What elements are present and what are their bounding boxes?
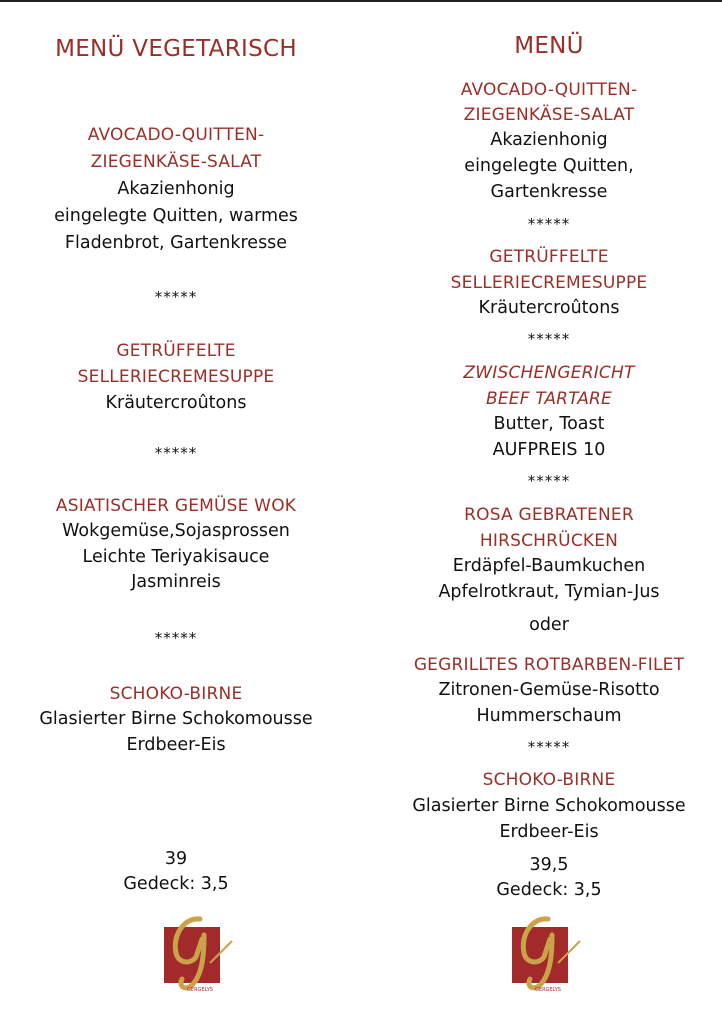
right-separator: ***** [527,330,571,348]
left-course1-heading-line2: ZIEGENKÄSE-SALAT [90,152,262,172]
right-course5-desc-line2: Hummerschaum [476,706,622,726]
left-separator: ***** [154,629,198,647]
left-course4-heading: SCHOKO-BIRNE [109,684,243,704]
right-course3-heading-line1: ZWISCHENGERICHT [463,363,635,383]
right-course1-heading-line1: AVOCADO-QUITTEN- [460,80,638,100]
right-course1-heading-line2: ZIEGENKÄSE-SALAT [463,105,635,125]
left-course2-heading-line1: GETRÜFFELTE [116,341,236,361]
left-course1-desc-line3: Fladenbrot, Gartenkresse [64,233,288,253]
left-course2-heading-line2: SELLERIECREMESUPPE [77,367,275,387]
right-course4-heading-line1: ROSA GEBRATENER [464,505,634,525]
right-course1-desc-line3: Gartenkresse [490,182,608,202]
right-price: 39,5 [529,855,569,875]
right-course1-desc-line2: eingelegte Quitten, [464,156,634,176]
right-course3-heading-line2: BEEF TARTARE [486,389,612,409]
right-course2-heading-line2: SELLERIECREMESUPPE [450,273,648,293]
left-course3-heading: ASIATISCHER GEMÜSE WOK [55,496,297,516]
right-separator: ***** [527,472,571,490]
right-course5-desc-line1: Zitronen-Gemüse-Risotto [438,680,660,700]
left-cover-charge: Gedeck: 3,5 [123,874,229,894]
right-menu-title: MENÜ [514,33,584,59]
gergelys-logo [504,913,584,993]
right-course6-desc-line1: Glasierter Birne Schokomousse [412,796,686,816]
top-border [0,0,722,2]
right-course6-desc-line2: Erdbeer-Eis [499,822,599,842]
left-course1-desc-line2: eingelegte Quitten, warmes [54,206,298,226]
right-course4-heading-line2: HIRSCHRÜCKEN [479,531,619,551]
left-course3-desc-line1: Wokgemüse,Sojasprossen [62,521,290,541]
right-course3-desc-line1: Butter, Toast [493,414,605,434]
right-course5-heading: GEGRILLTES ROTBARBEN-FILET [413,655,685,675]
right-or-divider: oder [529,615,569,635]
right-separator: ***** [527,215,571,233]
right-cover-charge: Gedeck: 3,5 [496,880,602,900]
left-course1-desc-line1: Akazienhonig [117,179,235,199]
right-course2-desc-line1: Kräutercroûtons [478,298,620,318]
left-course2-desc-line1: Kräutercroûtons [105,393,247,413]
logo-wordmark: GERGELYS [535,987,561,993]
left-course1-heading-line1: AVOCADO-QUITTEN- [87,125,265,145]
right-course6-heading: SCHOKO-BIRNE [482,770,616,790]
left-course4-desc-line1: Glasierter Birne Schokomousse [39,709,313,729]
left-separator: ***** [154,444,198,462]
right-separator: ***** [527,738,571,756]
left-separator: ***** [154,288,198,306]
left-course3-desc-line2: Leichte Teriyakisauce [82,547,270,567]
right-course4-desc-line2: Apfelrotkraut, Tymian-Jus [438,582,660,602]
left-menu-title: MENÜ VEGETARISCH [55,36,297,62]
left-price: 39 [164,849,188,869]
left-course4-desc-line2: Erdbeer-Eis [126,735,226,755]
right-course3-surcharge: AUFPREIS 10 [492,440,606,460]
right-course2-heading-line1: GETRÜFFELTE [489,247,609,267]
gergelys-logo [156,913,236,993]
right-course4-desc-line1: Erdäpfel-Baumkuchen [452,556,646,576]
logo-wordmark: GERGELYS [187,987,213,993]
right-course1-desc-line1: Akazienhonig [490,130,608,150]
left-course3-desc-line3: Jasminreis [131,572,221,592]
